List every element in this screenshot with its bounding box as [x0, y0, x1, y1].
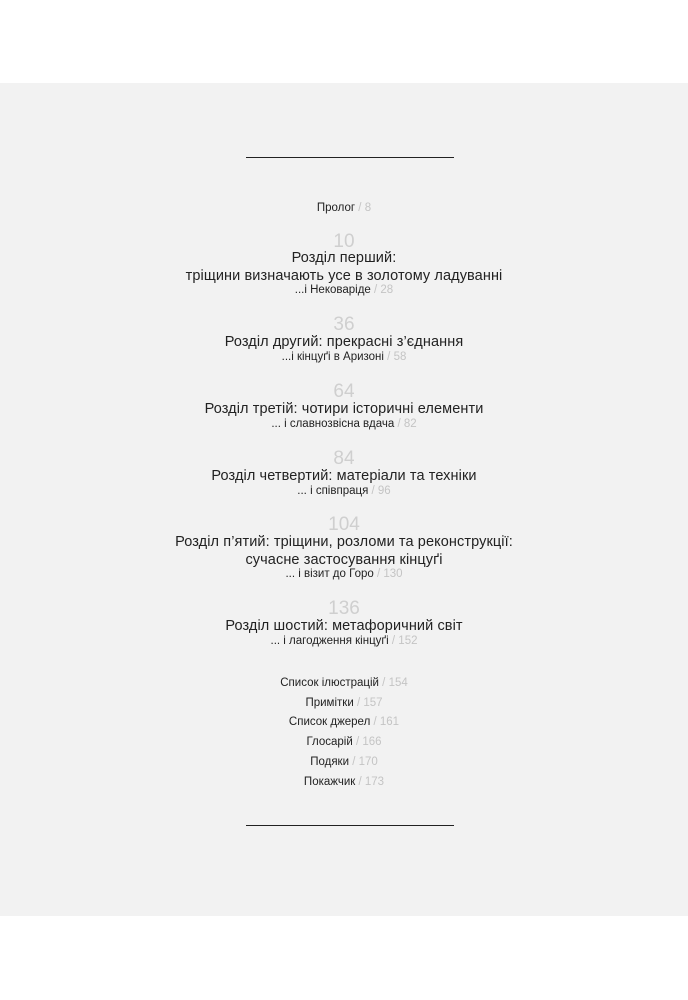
- page-separator: /: [394, 418, 404, 430]
- chapter-title-line: Розділ перший:: [291, 250, 397, 266]
- chapter-title-line: сучасне застосування кінцуґі: [245, 552, 443, 568]
- page-separator: /: [355, 776, 365, 788]
- page-separator: /: [353, 697, 364, 709]
- subsection-label: ...і кінцуґі в Аризоні: [281, 351, 384, 363]
- page-separator: /: [383, 351, 394, 363]
- subsection-page: 96: [377, 485, 391, 497]
- subsection-page: 28: [380, 284, 394, 296]
- page-separator: /: [378, 677, 389, 689]
- top-rule: [246, 157, 454, 158]
- appendix-page: 170: [358, 756, 378, 768]
- appendix-label: Глосарій: [306, 736, 353, 748]
- chapter-subsection: [0, 568, 688, 581]
- subsection-page: 152: [398, 635, 418, 647]
- bottom-rule: [246, 825, 454, 826]
- subsection-page: 58: [393, 351, 407, 363]
- chapter-subsection: [0, 485, 688, 498]
- chapter-start-page: 104: [328, 514, 360, 535]
- chapter-start-page: 136: [328, 598, 360, 619]
- toc-appendix-item[interactable]: [0, 755, 688, 769]
- chapter-title-line: Розділ другий: прекрасні з’єднання: [224, 334, 464, 350]
- page-separator: /: [352, 736, 363, 748]
- appendix-label: Список джерел: [288, 716, 371, 728]
- chapter-title-line: Розділ третій: чотири історичні елементи: [204, 401, 484, 417]
- chapter-start-page: 36: [333, 314, 355, 335]
- subsection-page: 130: [383, 568, 403, 580]
- appendix-page: 154: [388, 677, 408, 689]
- appendix-label: Список ілюстрацій: [280, 677, 379, 689]
- subsection-label: ... і візит до Горо: [285, 568, 374, 580]
- page-separator: /: [373, 568, 384, 580]
- appendix-page: 157: [363, 697, 383, 709]
- toc-appendix-item[interactable]: [0, 696, 688, 710]
- appendix-label: Покажчик: [303, 776, 356, 788]
- subsection-label: ...і Нековаріде: [294, 284, 371, 296]
- subsection-label: ... і лагодження кінцуґі: [270, 635, 389, 647]
- subsection-label: ... і співпраця: [297, 485, 369, 497]
- chapter-start-page: 10: [333, 231, 355, 252]
- chapter-title-line: тріщини визначають усе в золотому ладуванні: [185, 268, 503, 284]
- page-separator: /: [388, 635, 399, 647]
- chapter-title-line: Розділ шостий: метафоричний світ: [225, 618, 463, 634]
- chapter-title-line: Розділ п’ятий: тріщини, розломи та реконструкції:: [175, 534, 513, 550]
- toc-prologue-label: Пролог: [316, 202, 356, 214]
- appendix-label: Примітки: [305, 697, 354, 709]
- appendix-page: 166: [362, 736, 382, 748]
- subsection-page: 82: [403, 418, 417, 430]
- toc-prologue-page: 8: [364, 202, 372, 214]
- page-separator: /: [370, 716, 380, 728]
- toc-appendix-item[interactable]: [0, 715, 688, 729]
- page-separator: /: [370, 284, 381, 296]
- page-separator: /: [368, 485, 378, 497]
- toc-appendix-item[interactable]: [0, 676, 688, 690]
- toc-appendix-item[interactable]: [0, 735, 688, 749]
- chapter-subsection: [0, 635, 688, 648]
- appendix-page: 161: [379, 716, 400, 728]
- page-separator: /: [349, 756, 359, 768]
- subsection-label: ... і славнозвісна вдача: [271, 418, 395, 430]
- chapter-subsection: [0, 418, 688, 431]
- toc-appendix-item[interactable]: [0, 775, 688, 789]
- chapter-start-page: 64: [333, 381, 355, 402]
- toc-prologue[interactable]: [0, 201, 688, 215]
- chapter-subsection: [0, 284, 688, 297]
- chapter-title-line: Розділ четвертий: матеріали та техніки: [211, 468, 477, 484]
- page-separator: /: [355, 202, 365, 214]
- appendix-label: Подяки: [310, 756, 350, 768]
- appendix-page: 173: [364, 776, 385, 788]
- chapter-subsection: [0, 351, 688, 364]
- contents-page: [0, 83, 688, 916]
- chapter-start-page: 84: [333, 448, 355, 469]
